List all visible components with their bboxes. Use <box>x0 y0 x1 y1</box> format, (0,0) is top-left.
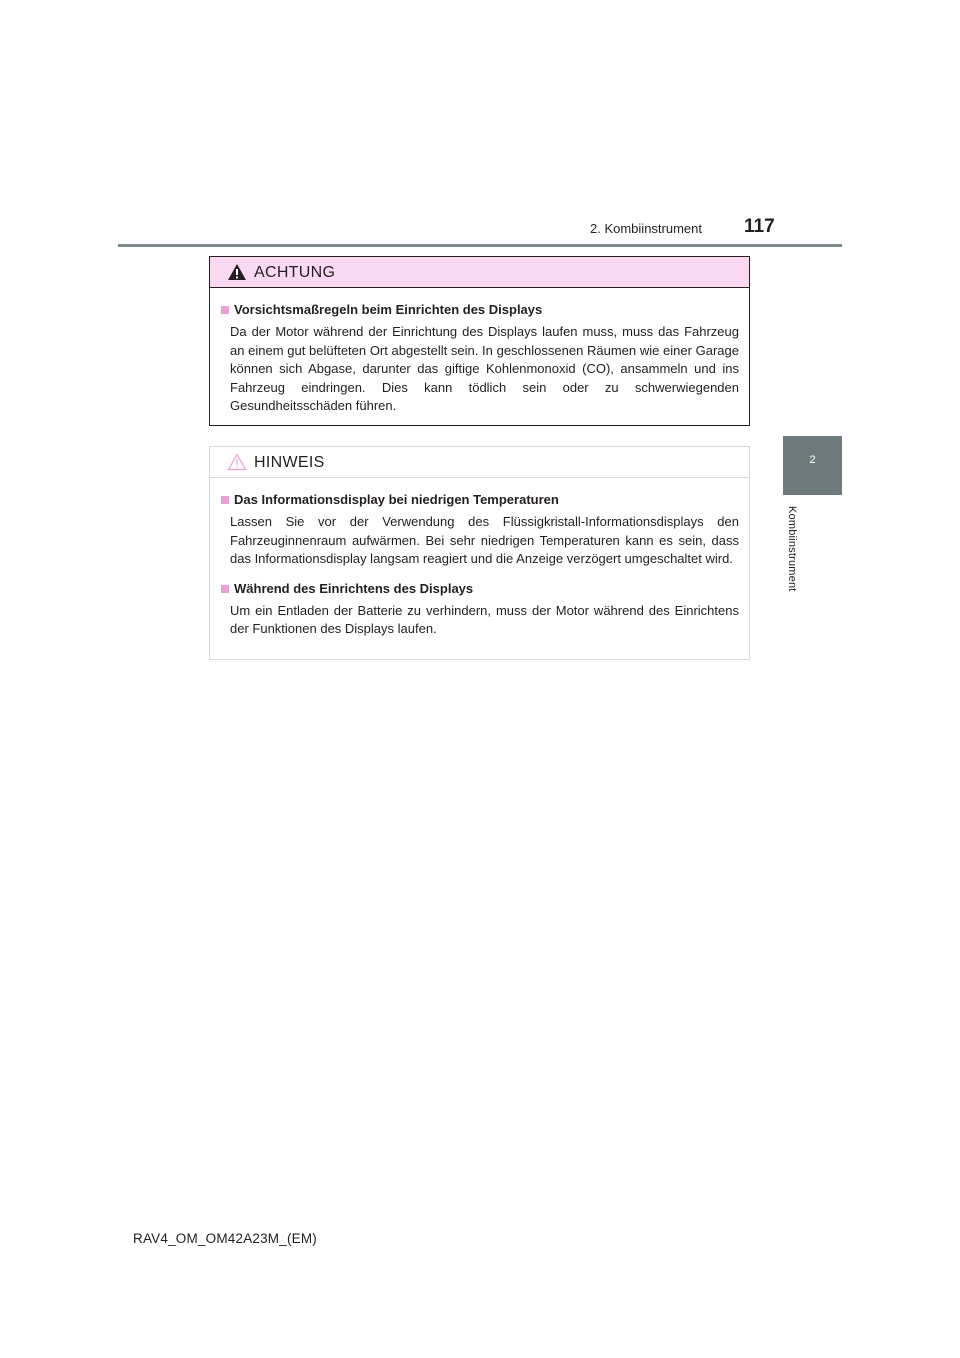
chapter-side-label: Kombiinstrument <box>786 506 798 592</box>
bullet-square-icon <box>221 306 229 314</box>
hinweis-item <box>221 490 740 569</box>
hinweis-box <box>209 446 750 660</box>
hinweis-header <box>210 447 749 478</box>
achtung-box <box>209 256 750 426</box>
header-section-title: 2. Kombiinstrument <box>590 221 702 236</box>
hinweis-item-heading <box>221 490 740 509</box>
achtung-item-heading-text: Vorsichtsmaßregeln beim Einrichten des Displays <box>234 302 543 317</box>
header-rule <box>118 244 842 247</box>
footer-document-code: RAV4_OM_OM42A23M_(EM) <box>133 1231 318 1246</box>
achtung-title: ACHTUNG <box>254 264 336 281</box>
page-number: 117 <box>744 216 775 237</box>
achtung-body <box>210 288 749 416</box>
achtung-item-text: Da der Motor während der Einrichtung des Displays laufen muss, muss das Fahrzeug an einem gut belüfteten Ort abgestellt sein. In geschlossenen Räumen wie einer Garage können sich Abgase, darunter das giftige Kohlenmonoxid (CO), ansammeln und ins Fahrzeug eindringen. Dies kann tödlich sein oder zu schwerwiegenden Gesundheitsschäden führen. <box>230 324 739 413</box>
warning-triangle-outline-icon <box>227 453 247 471</box>
achtung-item-heading <box>221 300 740 319</box>
hinweis-title: HINWEIS <box>254 454 325 471</box>
chapter-tab <box>783 436 842 495</box>
warning-triangle-filled-icon <box>227 263 247 281</box>
bullet-square-icon <box>221 585 229 593</box>
achtung-header <box>210 257 749 288</box>
hinweis-body <box>210 478 749 639</box>
hinweis-item-heading <box>221 579 740 598</box>
hinweis-item-text: Lassen Sie vor der Verwendung des Flüssigkristall-Informationsdisplays den Fahrzeuginnenraum aufwärmen. Bei sehr niedrigen Temperaturen kann es sein, dass das Informationsdisplay langsam reagiert und die Anzeige verzögert umgeschaltet wird. <box>230 514 739 566</box>
chapter-tab-number: 2 <box>809 454 816 466</box>
hinweis-item-text: Um ein Entladen der Batterie zu verhindern, muss der Motor während des Einrichtens der Funktionen des Displays laufen. <box>230 602 739 636</box>
hinweis-item <box>221 579 740 639</box>
hinweis-item-heading-text: Das Informationsdisplay bei niedrigen Temperaturen <box>234 492 559 507</box>
bullet-square-icon <box>221 496 229 504</box>
achtung-item <box>221 300 740 416</box>
hinweis-item-heading-text: Während des Einrichtens des Displays <box>234 580 474 596</box>
